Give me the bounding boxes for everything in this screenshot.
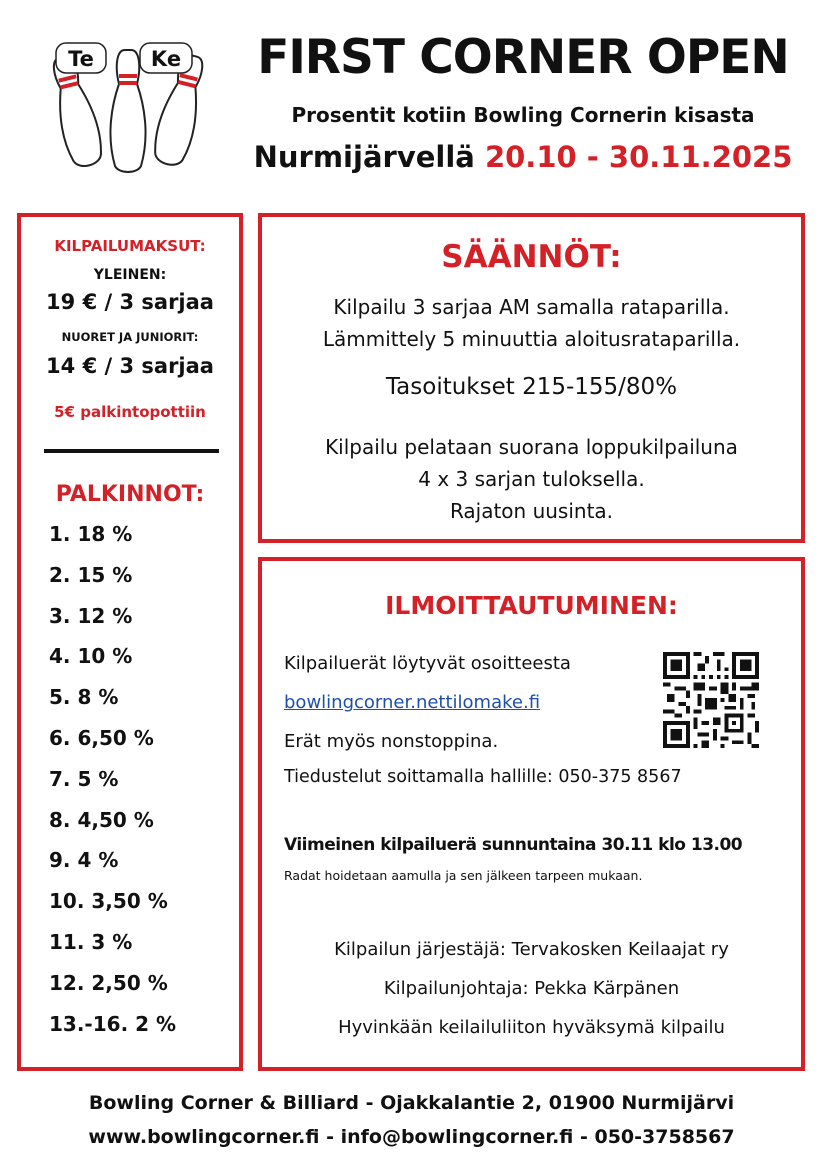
registration-text: Kilpailuerät löytyvät osoitteesta (284, 653, 571, 674)
fees-heading: KILPAILUMAKSUT: (54, 237, 206, 255)
qr-code-icon[interactable] (663, 652, 759, 748)
lane-maintenance-note: Radat hoidetaan aamulla ja sen jälkeen tarpeen mukaan. (284, 868, 643, 883)
registration-heading: ILMOITTAUTUMINEN: (385, 591, 678, 620)
location: Nurmijärvellä (253, 140, 475, 174)
general-fee-label: YLEINEN: (93, 267, 167, 283)
prize-item: 10. 3,50 % (49, 889, 168, 914)
prize-pot-note: 5€ palkintopottiin (54, 403, 206, 421)
inquiry-phone: Tiedustelut soittamalla hallille: 050-375 8567 (284, 767, 682, 787)
competition-director: Kilpailunjohtaja: Pekka Kärpänen (383, 978, 680, 999)
rules-handicap: Tasoitukset 215-155/80% (385, 374, 678, 400)
approval-note: Hyvinkään keilailuliiton hyväksymä kilpailu (338, 1017, 725, 1038)
prize-item: 13.-16. 2 % (49, 1011, 177, 1036)
registration-panel (258, 557, 805, 1071)
prize-item: 7. 5 % (49, 766, 119, 791)
rules-line: Lämmittely 5 minuuttia aloitusrataparilla. (322, 327, 741, 351)
logo-text-right: Ke (150, 47, 182, 71)
divider (44, 449, 219, 453)
prize-item: 11. 3 % (49, 929, 133, 954)
last-squad-deadline: Viimeinen kilpailuerä sunnuntaina 30.11 klo 13.00 (284, 835, 743, 855)
page-title: FIRST CORNER OPEN (257, 30, 789, 85)
footer-address: Bowling Corner & Billiard - Ojakkalantie 2, 01900 Nurmijärvi (88, 1092, 735, 1114)
subtitle: Prosentit kotiin Bowling Cornerin kisasta (291, 103, 755, 127)
prize-item: 2. 15 % (49, 562, 133, 587)
prize-item: 12. 2,50 % (49, 970, 168, 995)
registration-link[interactable]: bowlingcorner.nettilomake.fi (284, 692, 541, 713)
rules-line: Rajaton uusinta. (449, 499, 614, 523)
registration-text: Erät myös nonstoppina. (284, 731, 499, 752)
rules-line: 4 x 3 sarjan tuloksella. (418, 467, 645, 491)
fees-prizes-panel (17, 213, 243, 1071)
rules-line: Kilpailu pelataan suorana loppukilpailuna (325, 435, 738, 459)
prize-item: 4. 10 % (49, 644, 133, 669)
youth-fee-label: NUORET JA JUNIORIT: (61, 330, 199, 344)
organizer: Kilpailun järjestäjä: Tervakosken Keilaajat ry (334, 939, 729, 960)
general-fee-price: 19 € / 3 sarjaa (46, 290, 214, 314)
prize-item: 8. 4,50 % (49, 807, 154, 832)
footer-contact: www.bowlingcorner.fi - info@bowlingcorner.fi - 050-3758567 (88, 1126, 735, 1148)
prize-item: 1. 18 % (49, 522, 133, 546)
tke-bowling-pins-logo (38, 40, 218, 175)
rules-panel (258, 213, 805, 543)
location-dates (240, 140, 806, 174)
prize-item: 3. 12 % (49, 603, 133, 628)
youth-fee-price: 14 € / 3 sarjaa (46, 354, 214, 378)
prize-item: 9. 4 % (49, 848, 119, 873)
prize-item: 5. 8 % (49, 685, 119, 710)
rules-heading: SÄÄNNÖT: (441, 239, 622, 275)
date-range: 20.10 - 30.11.2025 (484, 140, 793, 174)
logo-text-left: Te (68, 47, 94, 71)
prize-item: 6. 6,50 % (49, 725, 154, 750)
prizes-heading: PALKINNOT: (55, 482, 205, 507)
prize-list (49, 519, 176, 1049)
rules-line: Kilpailu 3 sarjaa AM samalla rataparilla. (333, 295, 730, 319)
